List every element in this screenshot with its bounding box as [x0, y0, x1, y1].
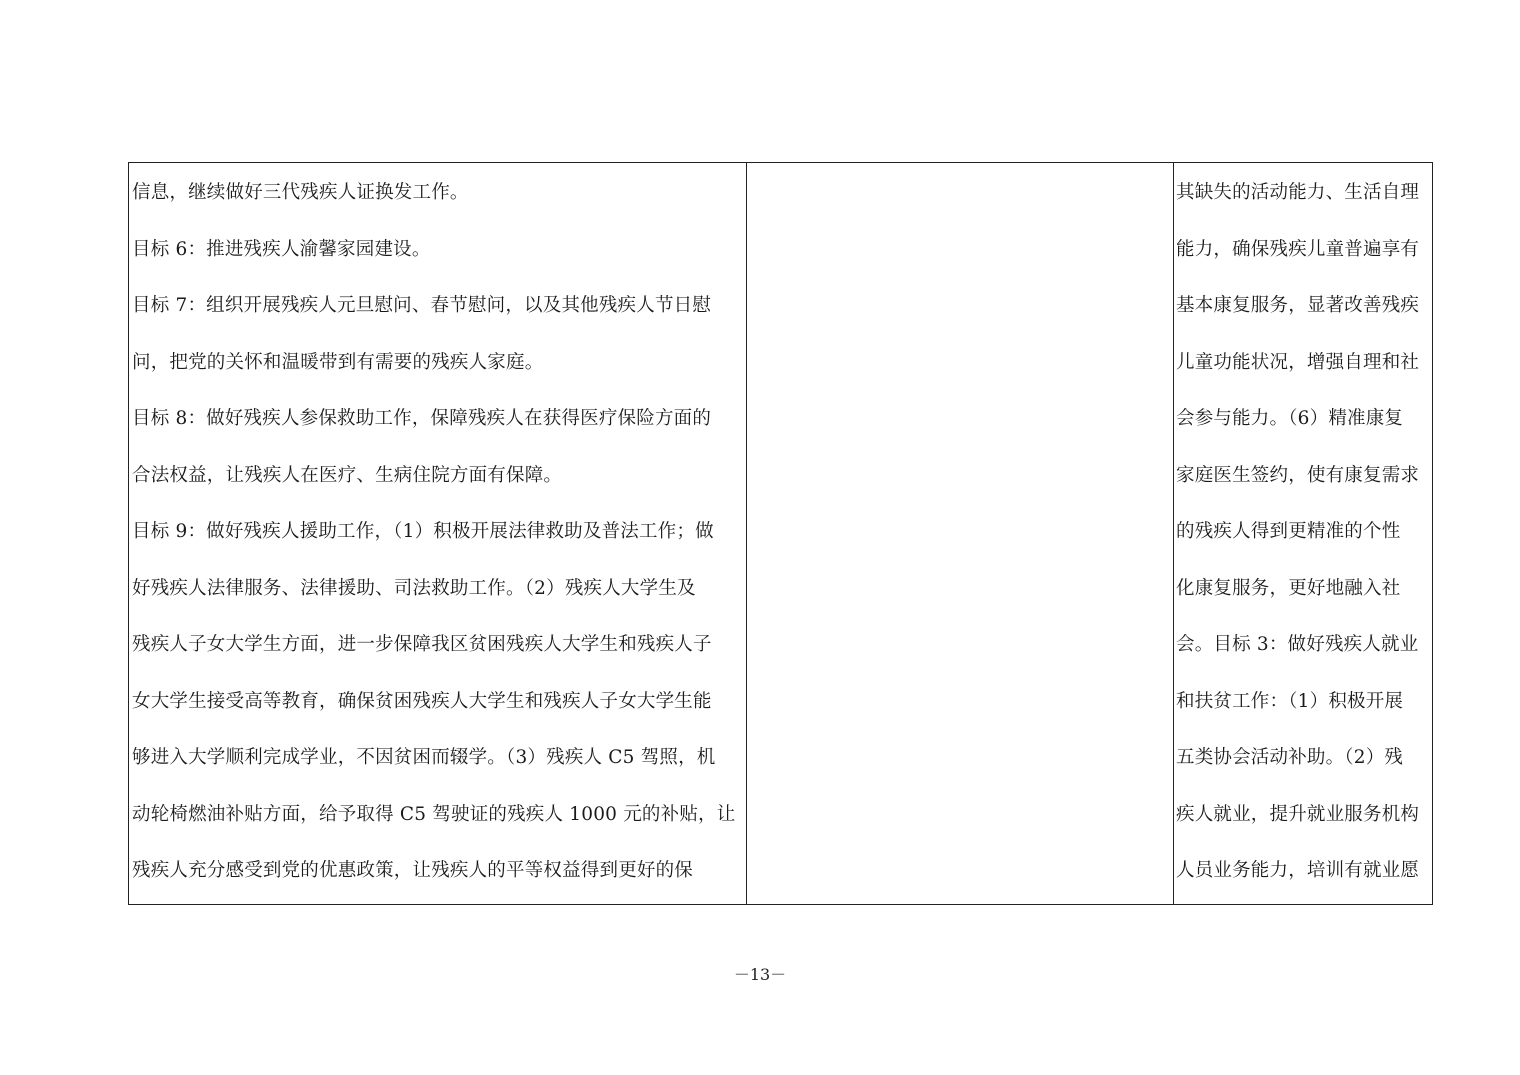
- table-text-line: 会。目标 3：做好残疾人就业: [1176, 634, 1419, 655]
- table-text-line: 儿童功能状况，增强自理和社: [1176, 351, 1420, 373]
- table-text-line: 会参与能力。（6）精准康复: [1176, 408, 1404, 429]
- table-text-line: 基本康复服务，显著改善残疾: [1176, 295, 1420, 316]
- left-column-lines: [132, 165, 746, 900]
- table-text-line: 疾人就业，提升就业服务机构: [1176, 803, 1420, 825]
- table-text-line: 信息，继续做好三代残疾人证换发工作。: [132, 182, 469, 203]
- table-text-line: 家庭医生签约，使有康复需求: [1176, 464, 1420, 486]
- table-text-line: 其缺失的活动能力、生活自理: [1176, 182, 1420, 203]
- table-text-line: 合法权益，让残疾人在医疗、生病住院方面有保障。: [132, 464, 563, 486]
- table-text-line: 问，把党的关怀和温暖带到有需要的残疾人家庭。: [132, 351, 544, 373]
- table-text-line: 五类协会活动补助。（2）残: [1176, 747, 1404, 768]
- table-text-line: 人员业务能力，培训有就业愿: [1176, 860, 1420, 881]
- table-column-middle: [747, 163, 1174, 904]
- right-column-lines: [1176, 165, 1432, 900]
- table-text-line: 和扶贫工作：（1）积极开展: [1176, 690, 1404, 712]
- table-text-line: 够进入大学顺利完成学业，不因贫困而辍学。（3）残疾人 C5 驾照，机: [132, 747, 716, 768]
- table-text-line: 好残疾人法律服务、法律援助、司法救助工作。（2）残疾人大学生及: [132, 577, 696, 599]
- table-text-line: 残疾人子女大学生方面，进一步保障我区贫困残疾人大学生和残疾人子: [132, 634, 712, 655]
- table-text-line: 目标 9：做好残疾人援助工作，（1）积极开展法律救助及普法工作；做: [132, 521, 714, 542]
- table-text-line: 目标 7：组织开展残疾人元旦慰问、春节慰问，以及其他残疾人节日慰: [132, 295, 712, 316]
- table-text-line: 化康复服务，更好地融入社: [1176, 577, 1401, 599]
- table-text-line: 的残疾人得到更精准的个性: [1176, 521, 1401, 542]
- table-text-line: 女大学生接受高等教育，确保贫困残疾人大学生和残疾人子女大学生能: [132, 690, 712, 712]
- table-text-line: 目标 6：推进残疾人渝馨家园建设。: [132, 238, 431, 260]
- table-text-line: 目标 8：做好残疾人参保救助工作，保障残疾人在获得医疗保险方面的: [132, 408, 712, 429]
- table-text-line: 动轮椅燃油补贴方面，给予取得 C5 驾驶证的残疾人 1000 元的补贴，让: [132, 803, 736, 825]
- table-column-right: [1174, 163, 1432, 904]
- table-text-line: 能力，确保残疾儿童普遍享有: [1176, 238, 1420, 260]
- table-column-left: [129, 163, 747, 904]
- page-number: －13－: [733, 965, 787, 984]
- table-text-line: 残疾人充分感受到党的优惠政策，让残疾人的平等权益得到更好的保: [132, 860, 694, 881]
- content-table: [128, 162, 1433, 905]
